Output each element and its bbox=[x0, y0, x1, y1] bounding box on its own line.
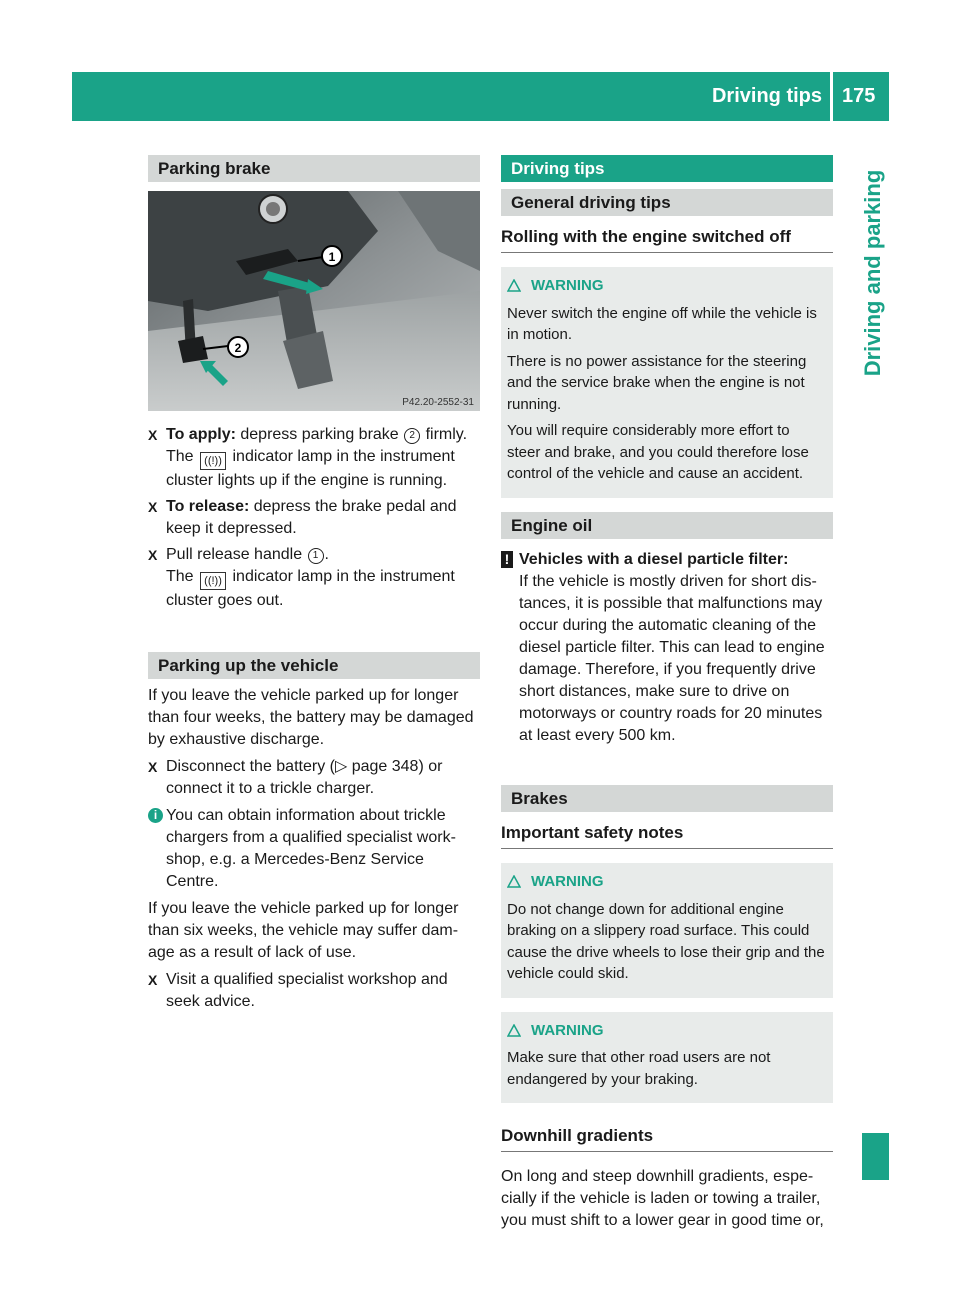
warning-text-engine-braking: Do not change down for additional engine braking on a slippery road surface. This could cause the drive wheels to lose their grip and the vehicle could skid. bbox=[507, 900, 825, 982]
subhead-downhill: Downhill gradients bbox=[501, 1125, 833, 1152]
warning-header bbox=[507, 871, 825, 893]
header-bar bbox=[72, 72, 889, 121]
notice-heading: Vehicles with a diesel particle filter: bbox=[519, 551, 789, 568]
release-label: To release: bbox=[166, 498, 250, 515]
callout-1-inline: 1 bbox=[308, 548, 324, 564]
warning-label: WARNING bbox=[531, 277, 604, 294]
bullet-arrow-icon: X bbox=[148, 759, 158, 775]
warning-header bbox=[507, 1020, 825, 1042]
bullet-arrow-icon: X bbox=[148, 427, 158, 443]
notice-text: If the vehicle is mostly driven for short dis- tances, it is possible that malfunctions may occur during the automatic cleaning of the diesel particle filter. This can lead to engine damage. Therefore, if you frequently drive short distances, make sure to drive on motorways or country roads for 20 minutes at least every 500 km. bbox=[519, 573, 825, 744]
info-icon: i bbox=[148, 808, 163, 823]
side-chapter-text: Driving and parking bbox=[860, 169, 885, 376]
brake-lamp-icon: ((!)) bbox=[200, 572, 226, 590]
apply-line2b: indicator lamp in the instrument bbox=[232, 448, 455, 465]
info-text: You can obtain information about trickle chargers from a qualified specialist work- shop, e.g. a Mercedes-Benz Service Centre. bbox=[166, 807, 456, 890]
bullet-arrow-icon: X bbox=[148, 499, 158, 515]
parking-brake-illustration bbox=[148, 191, 480, 411]
figure-code: P42.20-2552-31 bbox=[402, 397, 474, 408]
apply-end: firmly. bbox=[425, 426, 468, 443]
section-title: Driving tips bbox=[711, 85, 822, 107]
engine-oil-section bbox=[501, 512, 833, 747]
warning-box-road-users bbox=[501, 1012, 833, 1104]
pull-line3: cluster goes out. bbox=[166, 592, 284, 609]
pull-handle-step: X Pull release handle 1 . The ((!)) indicator lamp in the instrument cluster goes out. bbox=[148, 544, 480, 612]
disconnect-step bbox=[148, 756, 480, 800]
heading-parking-up: Parking up the vehicle bbox=[148, 652, 480, 679]
notice-exclamation-icon: ! bbox=[501, 551, 513, 568]
callout-2-inline: 2 bbox=[404, 428, 420, 444]
warning-box-engine-braking bbox=[501, 863, 833, 998]
page-number: 175 bbox=[842, 85, 876, 107]
bullet-arrow-icon: X bbox=[148, 547, 158, 563]
warning-text-1: Never switch the engine off while the vehicle is in motion. bbox=[507, 304, 817, 343]
warning-header bbox=[507, 275, 825, 297]
apply-line2a: The bbox=[166, 448, 194, 465]
disconnect-text: Disconnect the battery (▷ page 348) or connect it to a trickle charger. bbox=[166, 758, 443, 797]
pull-line2b: indicator lamp in the instrument bbox=[232, 568, 455, 585]
parking-up-p1: If you leave the vehicle parked up for longer than four weeks, the battery may be damaged by exhaustive discharge. bbox=[148, 687, 474, 748]
visit-workshop-step bbox=[148, 969, 480, 1013]
pull-line2a: The bbox=[166, 568, 194, 585]
heading-parking-brake: Parking brake bbox=[148, 155, 480, 182]
pull-text: Pull release handle bbox=[166, 546, 303, 563]
callout-2: 2 bbox=[234, 341, 242, 355]
warning-triangle-icon bbox=[507, 1024, 521, 1037]
warning-text-3: You will require considerably more effort to steer and brake, and you could therefore lose control of the vehicle and cause an accident. bbox=[507, 422, 809, 482]
parking-up-section bbox=[148, 652, 480, 1013]
subhead-safety-notes: Important safety notes bbox=[501, 822, 833, 849]
warning-triangle-icon bbox=[507, 875, 521, 888]
diesel-notice bbox=[501, 549, 833, 747]
heading-brakes: Brakes bbox=[501, 785, 833, 812]
warning-box-rolling bbox=[501, 267, 833, 498]
side-chapter-label bbox=[843, 169, 903, 376]
heading-general-tips: General driving tips bbox=[501, 189, 833, 216]
parking-brake-instructions bbox=[148, 424, 480, 612]
release-step bbox=[148, 496, 480, 540]
warning-text-2: There is no power assistance for the steering and the service brake when the engine is not running. bbox=[507, 352, 807, 413]
warning-triangle-icon bbox=[507, 279, 521, 292]
right-column bbox=[501, 155, 833, 498]
visit-workshop-text: Visit a qualified specialist workshop and seek advice. bbox=[166, 971, 448, 1010]
brakes-section bbox=[501, 785, 833, 1232]
apply-text: depress parking brake bbox=[240, 426, 399, 443]
apply-step bbox=[148, 424, 480, 492]
warning-label: WARNING bbox=[531, 1021, 604, 1039]
brake-lamp-icon: ((!)) bbox=[200, 452, 226, 470]
header-divider bbox=[830, 72, 833, 121]
chapter-marker bbox=[862, 1133, 889, 1180]
bullet-arrow-icon: X bbox=[148, 972, 158, 988]
callout-1: 1 bbox=[328, 250, 336, 264]
left-column bbox=[148, 155, 480, 182]
parking-brake-figure bbox=[148, 191, 480, 411]
info-note bbox=[148, 805, 480, 893]
apply-label: To apply: bbox=[166, 426, 236, 443]
downhill-text: On long and steep downhill gradients, espe- cially if the vehicle is laden or towing a trailer, you must shift to a lower gear in good time or, bbox=[501, 1168, 824, 1229]
parking-up-p2: If you leave the vehicle parked up for longer than six weeks, the vehicle may suffer dam- age as a result of lack of use. bbox=[148, 900, 459, 961]
heading-driving-tips: Driving tips bbox=[501, 155, 833, 182]
release-line2: keep it depressed. bbox=[166, 520, 297, 537]
warning-text-road-users: Make sure that other road users are not endangered by your braking. bbox=[507, 1049, 771, 1088]
subhead-rolling: Rolling with the engine switched off bbox=[501, 226, 833, 253]
heading-engine-oil: Engine oil bbox=[501, 512, 833, 539]
warning-label: WARNING bbox=[531, 873, 604, 890]
release-text: depress the brake pedal and bbox=[253, 498, 457, 515]
apply-line3: cluster lights up if the engine is running. bbox=[166, 472, 448, 489]
